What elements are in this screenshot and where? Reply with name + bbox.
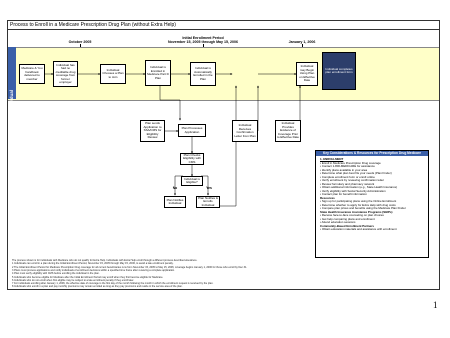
- evidence-of-coverage-box: Individual Provides Evidence of Coverage Prior to Effective Date: [275, 120, 301, 142]
- panel-bullet: • Obtain education materials and assistance with enrollment: [320, 228, 397, 231]
- diagram-title: Process to Enroll in a Medicare Prescription Drug Plan (without Extra Help): [7, 20, 440, 30]
- footnote-line: 8 Individuals who enroll in a plan and pay monthly premiums may remain enrolled as long as they pay premiums and reside in the service area of the plan.: [12, 285, 183, 289]
- decision-no-label: No: [172, 185, 178, 190]
- no-creditable-coverage-box: Individual has had no creditable drug coverage from former employer: [53, 61, 78, 87]
- panel-bullet: • Sign up for participating plans using the Online Enrollment: [320, 200, 397, 203]
- panel-bullet: • Verify eligibility with Social Security Administration: [320, 189, 386, 193]
- panel-bullet: • Obtain additional information (e.g., State Health Insurance): [320, 186, 398, 189]
- panel-bullet: • Determine whether to apply for Extra Help with drug costs: [320, 203, 396, 207]
- footnote-line: 2 The Initial Enrollment Period for Medicare Prescription Drug coverage for all current beneficiaries runs from November 15, 2005 to May 15, 2006; coverage begins January 1, 2006 for those who enroll by Dec 31.: [12, 265, 248, 269]
- enrollment-form-note-box: Individual completes plan enrollment form: [322, 52, 356, 90]
- panel-bullet: • Get help comparing plans and enrollment: [320, 217, 375, 221]
- confirmation-letter-box: Individual Receives Confirmation Letter from Plan: [232, 120, 258, 142]
- footnote-line: 5 Individuals who become eligible for Medicare after the Initial Enrollment Period may enroll when they first become eligible for Medicare.: [12, 275, 164, 279]
- panel-bullet: • Attend education sessions: [320, 221, 356, 224]
- panel-lines: [320, 158, 426, 232]
- plan-sends-application-box: Plan sends Application to SSA/CMS for Eligibility Review: [140, 120, 165, 142]
- decision-yes-label: Yes: [206, 185, 212, 190]
- panel-bullet: • Contact plan for benefit information: [320, 193, 367, 196]
- panel-heading: 1. ENROLLMENT: [320, 158, 344, 161]
- plan-notifies-enrolls-box: Plan Notifies & Enrolls Individual: [196, 196, 220, 208]
- footnote-line: 7 For individuals enrolling after January 1, 2006, the effective date of coverage is the first day of the month following the month in which the enrollment request is received by the plan.: [12, 282, 214, 286]
- begin-using-plan-box: Individual may Begin Using Plan on Effective Date: [296, 62, 318, 86]
- handbook-delivered-box: Medicare & You handbook delivered to member: [19, 64, 45, 84]
- auto-enrolled-box: Individual is Automatically Enrolled in the Plan: [190, 62, 216, 86]
- panel-heading: Community-Based Enrollment Partners: [320, 224, 374, 228]
- footnote-line: 3 Plans must process applications and notify individuals of enrollment decisions within a specified time frame after receiving a complete application.: [12, 268, 175, 272]
- footnote-line: 1 Individuals can enroll in a plan during the Initial Enrollment Period, November 15, 2005 through May 15, 2006, to avoid a late enrollment penalty.: [12, 262, 174, 266]
- plan-checks-eligibility-box: Plan Checks Eligibility with CMS: [180, 153, 204, 165]
- footnote-line: The process shown is for individuals with Medicare who do not qualify for Extra Help. Individuals with Extra Help enroll through a different process described elsewhere.: [12, 259, 198, 262]
- plan-notifies-box: Plan Notifies Individual: [164, 196, 186, 208]
- plan-processes-application-box: Plan Processes Application: [178, 124, 206, 137]
- panel-heading: Resources: [320, 196, 335, 200]
- chooses-plan-box: Individual Chooses a Plan to Join: [100, 64, 126, 84]
- panel-bullet: • Compare plan prices and benefits using the Medicare Plan Finder: [320, 207, 406, 210]
- panel-title: Key Considerations & Resources for Prescription Drug Medicare: [316, 151, 428, 156]
- panel-bullet: • Determine what plan best fits your needs (Plan Finder): [320, 172, 392, 175]
- panel-bullet: • Receive face-to-face counseling on plan choices: [320, 214, 384, 217]
- panel-bullet: • Contact 1-800-MEDICARE for assistance: [320, 165, 375, 168]
- enrolled-in-plan-box: Individual is Enrolled in Medicare Part D Plan: [145, 60, 171, 86]
- phase-initial-enrollment: Initial Enrollment Period November 15, 2005 through May 15, 2006: [167, 36, 239, 44]
- page-number: 1: [433, 300, 438, 310]
- panel-bullet: • Verify enrollment by reviewing confirmation letter: [320, 179, 384, 182]
- footnote-line: 4 Plan must verify eligibility with CMS before enrolling the individual in the plan.: [12, 272, 100, 276]
- phase-january-2006: January 1, 2006: [288, 40, 316, 44]
- key-considerations-panel: [315, 150, 429, 258]
- panel-bullet: • Enroll in Medicare Prescription Drug coverage: [320, 161, 381, 165]
- footnote-line: 6 Individuals who do not enroll when first eligible may be subject to a late enrollment penalty if they enroll later.: [12, 278, 135, 282]
- panel-bullet: • Review formulary and pharmacy network: [320, 182, 375, 186]
- swimlane-label: Individual: [9, 90, 14, 112]
- individual-eligible-decision: Individual is Eligible?: [181, 176, 203, 186]
- panel-heading: State Health Insurance Assistance Programs (SHIPs): [320, 210, 393, 214]
- phase-october-2005: October 2005: [68, 40, 92, 44]
- panel-bullet: • Complete enrollment form or enroll online: [320, 175, 375, 179]
- panel-bullet: • Identify plans available in your area: [320, 168, 368, 172]
